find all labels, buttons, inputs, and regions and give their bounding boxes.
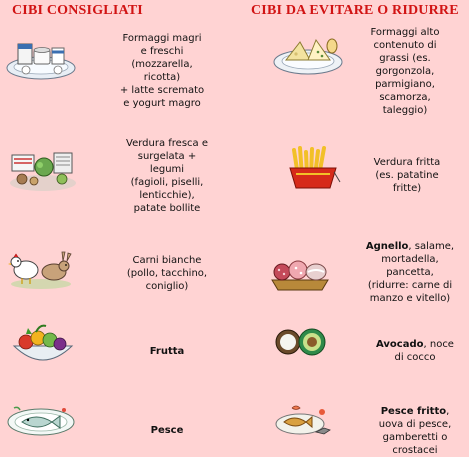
avoid-item-4-text: Avocado, noce di cocco	[376, 339, 454, 363]
recommended-foods-title: CIBI CONSIGLIATI	[12, 3, 143, 18]
white-meat-animals-icon	[6, 244, 76, 290]
recommended-item-4-text: Frutta	[149, 346, 185, 357]
french-fries-icon	[284, 146, 344, 192]
foods-to-avoid-title: CIBI DA EVITARE O RIDURRE	[251, 3, 459, 18]
vegetables-icon	[6, 145, 80, 193]
fried-fish-icon	[270, 398, 334, 442]
cured-meats-icon	[268, 250, 332, 294]
avoid-item-2-text: Verdura fritta (es. patatine fritte)	[373, 157, 441, 194]
avoid-item-3-text: Agnello, salame, mortadella, pancetta, (ridurre: carne di manzo e vitello)	[365, 241, 455, 304]
recommended-item-3-text: Carni bianche (pollo, tacchino, coniglio)	[126, 255, 208, 292]
avoid-item-1-text: Formaggi alto contenuto di grassi (es. gorgonzola, parmigiano, scamorza, taleggio)	[370, 27, 440, 116]
recommended-item-1-text: Formaggi magri e freschi (mozzarella, ricotta) + latte scremato e yogurt magro	[119, 33, 205, 109]
recommended-item-5-text: Pesce	[150, 425, 184, 436]
recommended-item-2-text: Verdura fresca e surgelata + legumi (fagioli, piselli, lenticchie), patate bollite	[126, 138, 208, 214]
cheese-plate-icon	[4, 36, 78, 82]
fish-plate-icon	[4, 398, 78, 444]
fatty-cheese-plate-icon	[270, 30, 346, 78]
avocado-coconut-icon	[272, 322, 332, 362]
avoid-item-5-text: Pesce fritto, uova di pesce, gamberetti o crostacei	[378, 406, 452, 456]
fruit-bowl-icon	[8, 320, 78, 370]
